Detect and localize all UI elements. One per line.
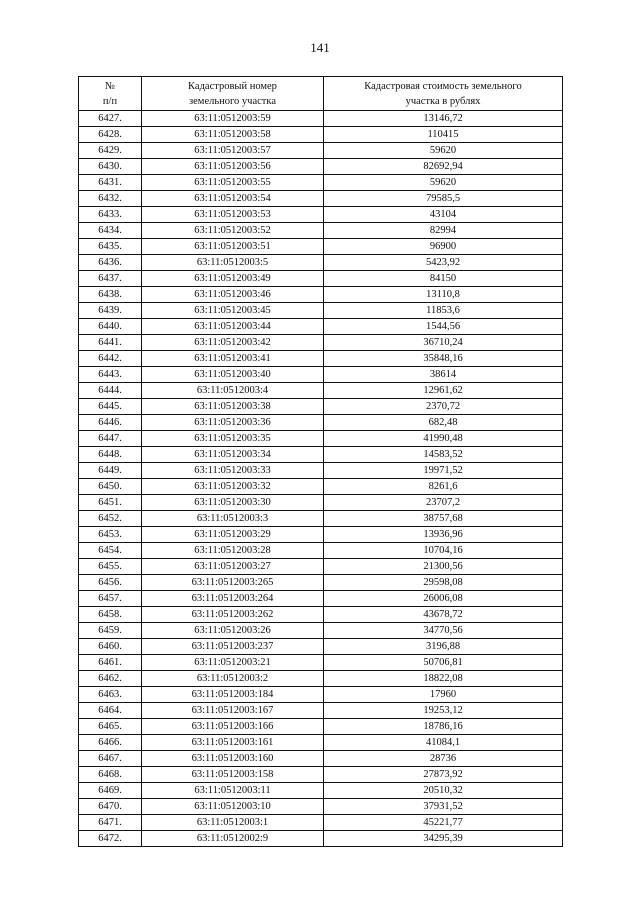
table-row [79,831,563,847]
row-number-cell: 6457. [79,591,142,607]
table-row [79,207,563,223]
cadastral-value-table [78,76,563,847]
cadastral-number-cell: 63:11:0512003:167 [142,703,324,719]
row-number-cell: 6456. [79,575,142,591]
cadastral-number-cell: 63:11:0512003:265 [142,575,324,591]
table-row [79,639,563,655]
row-number-cell: 6470. [79,799,142,815]
row-number-cell: 6435. [79,239,142,255]
cadastral-number-cell: 63:11:0512003:52 [142,223,324,239]
cadastral-value-cell: 43104 [324,207,563,223]
cadastral-number-cell: 63:11:0512003:35 [142,431,324,447]
table-row [79,719,563,735]
row-number-cell: 6444. [79,383,142,399]
cadastral-number-cell: 63:11:0512003:237 [142,639,324,655]
cadastral-number-cell: 63:11:0512003:2 [142,671,324,687]
cadastral-number-cell: 63:11:0512003:55 [142,175,324,191]
row-number-cell: 6465. [79,719,142,735]
cadastral-value-cell: 13146,72 [324,111,563,127]
cadastral-number-cell: 63:11:0512003:4 [142,383,324,399]
row-number-cell: 6468. [79,767,142,783]
table-row [79,415,563,431]
header-line: Кадастровый номер [188,80,277,92]
row-number-cell: 6433. [79,207,142,223]
table-row [79,271,563,287]
table-row [79,431,563,447]
cadastral-value-cell: 84150 [324,271,563,287]
table-header [79,77,563,111]
cadastral-value-cell: 12961,62 [324,383,563,399]
cadastral-value-cell: 682,48 [324,415,563,431]
row-number-cell: 6472. [79,831,142,847]
row-number-cell: 6455. [79,559,142,575]
cadastral-number-cell: 63:11:0512003:44 [142,319,324,335]
cadastral-number-cell: 63:11:0512003:53 [142,207,324,223]
cadastral-value-cell: 21300,56 [324,559,563,575]
cadastral-number-cell: 63:11:0512003:56 [142,159,324,175]
table-row [79,687,563,703]
table-row [79,575,563,591]
cadastral-value-cell: 17960 [324,687,563,703]
cadastral-number-cell: 63:11:0512003:40 [142,367,324,383]
header-line: № [104,80,116,92]
cadastral-value-cell: 38757,68 [324,511,563,527]
cadastral-number-cell: 63:11:0512003:34 [142,447,324,463]
table-row [79,479,563,495]
table-row [79,287,563,303]
row-number-cell: 6451. [79,495,142,511]
row-number-cell: 6440. [79,319,142,335]
cadastral-number-cell: 63:11:0512003:28 [142,543,324,559]
cadastral-number-cell: 63:11:0512003:10 [142,799,324,815]
row-number-cell: 6432. [79,191,142,207]
cadastral-value-cell: 36710,24 [324,335,563,351]
table-row [79,111,563,127]
cadastral-number-cell: 63:11:0512003:33 [142,463,324,479]
row-number-cell: 6461. [79,655,142,671]
cadastral-number-cell: 63:11:0512003:46 [142,287,324,303]
cadastral-number-cell: 63:11:0512003:36 [142,415,324,431]
cadastral-number-cell: 63:11:0512003:11 [142,783,324,799]
row-number-cell: 6469. [79,783,142,799]
cadastral-value-cell: 27873,92 [324,767,563,783]
cadastral-value-cell: 13936,96 [324,527,563,543]
cadastral-number-cell: 63:11:0512003:184 [142,687,324,703]
cadastral-number-cell: 63:11:0512003:30 [142,495,324,511]
table-row [79,175,563,191]
row-number-cell: 6437. [79,271,142,287]
row-number-cell: 6434. [79,223,142,239]
row-number-cell: 6463. [79,687,142,703]
cadastral-number-cell: 63:11:0512003:161 [142,735,324,751]
table-row [79,623,563,639]
cadastral-value-cell: 38614 [324,367,563,383]
cadastral-value-cell: 50706,81 [324,655,563,671]
cadastral-value-cell: 96900 [324,239,563,255]
row-number-cell: 6462. [79,671,142,687]
cadastral-value-cell: 18786,16 [324,719,563,735]
table-row [79,191,563,207]
cadastral-number-cell: 63:11:0512003:58 [142,127,324,143]
row-number-cell: 6443. [79,367,142,383]
cadastral-number-cell: 63:11:0512003:3 [142,511,324,527]
row-number-cell: 6447. [79,431,142,447]
row-number-cell: 6442. [79,351,142,367]
cadastral-value-cell: 79585,5 [324,191,563,207]
cadastral-value-cell: 41084,1 [324,735,563,751]
table-row [79,751,563,767]
cadastral-number-cell: 63:11:0512003:45 [142,303,324,319]
cadastral-value-cell: 26006,08 [324,591,563,607]
row-number-cell: 6452. [79,511,142,527]
table-row [79,767,563,783]
row-number-cell: 6466. [79,735,142,751]
cadastral-number-cell: 63:11:0512003:27 [142,559,324,575]
cadastral-number-cell: 63:11:0512003:21 [142,655,324,671]
header-line: участка в рублях [405,95,481,107]
row-number-cell: 6431. [79,175,142,191]
row-number-cell: 6464. [79,703,142,719]
cadastral-value-cell: 1544,56 [324,319,563,335]
row-number-cell: 6441. [79,335,142,351]
row-number-cell: 6459. [79,623,142,639]
row-number-cell: 6439. [79,303,142,319]
header-line: п/п [102,95,118,107]
cadastral-number-cell: 63:11:0512003:26 [142,623,324,639]
table-row [79,367,563,383]
table-row [79,703,563,719]
table-row [79,655,563,671]
table-row [79,543,563,559]
row-number-cell: 6438. [79,287,142,303]
table-row [79,495,563,511]
table-row [79,591,563,607]
table-row [79,239,563,255]
cadastral-number-cell: 63:11:0512003:29 [142,527,324,543]
table-row [79,671,563,687]
cadastral-value-cell: 41990,48 [324,431,563,447]
table-row [79,319,563,335]
table-row [79,383,563,399]
cadastral-number-cell: 63:11:0512003:158 [142,767,324,783]
table-row [79,511,563,527]
cadastral-value-cell: 19971,52 [324,463,563,479]
cadastral-value-cell: 45221,77 [324,815,563,831]
cadastral-number-cell: 63:11:0512003:57 [142,143,324,159]
row-number-cell: 6453. [79,527,142,543]
row-number-cell: 6460. [79,639,142,655]
table-row [79,351,563,367]
cadastral-value-cell: 34295,39 [324,831,563,847]
table-row [79,159,563,175]
cadastral-value-cell: 14583,52 [324,447,563,463]
page-number: 141 [310,40,330,55]
table-row [79,815,563,831]
row-number-cell: 6436. [79,255,142,271]
cadastral-value-cell: 82994 [324,223,563,239]
table-row [79,399,563,415]
header-line: Кадастровая стоимость земельного [364,80,522,92]
cadastral-number-cell: 63:11:0512003:59 [142,111,324,127]
cadastral-value-cell: 3196,88 [324,639,563,655]
cadastral-number-cell: 63:11:0512003:38 [142,399,324,415]
cadastral-value-cell: 2370,72 [324,399,563,415]
header-row-number [79,77,142,111]
cadastral-number-cell: 63:11:0512003:264 [142,591,324,607]
table-row [79,735,563,751]
cadastral-number-cell: 63:11:0512003:262 [142,607,324,623]
row-number-cell: 6458. [79,607,142,623]
row-number-cell: 6446. [79,415,142,431]
cadastral-value-cell: 29598,08 [324,575,563,591]
cadastral-value-cell: 10704,16 [324,543,563,559]
cadastral-number-cell: 63:11:0512003:42 [142,335,324,351]
row-number-cell: 6467. [79,751,142,767]
cadastral-value-cell: 20510,32 [324,783,563,799]
table-row [79,303,563,319]
header-cadastral-number [142,77,324,111]
cadastral-number-cell: 63:11:0512003:51 [142,239,324,255]
row-number-cell: 6428. [79,127,142,143]
table-row [79,223,563,239]
table-row [79,143,563,159]
table-row [79,799,563,815]
row-number-cell: 6448. [79,447,142,463]
cadastral-number-cell: 63:11:0512003:166 [142,719,324,735]
row-number-cell: 6445. [79,399,142,415]
table-row [79,783,563,799]
cadastral-value-cell: 110415 [324,127,563,143]
table-row [79,335,563,351]
cadastral-number-cell: 63:11:0512003:49 [142,271,324,287]
header-line: земельного участка [189,95,276,107]
header-row [79,77,563,111]
cadastral-value-cell: 34770,56 [324,623,563,639]
cadastral-value-cell: 11853,6 [324,303,563,319]
cadastral-value-cell: 19253,12 [324,703,563,719]
row-number-cell: 6427. [79,111,142,127]
cadastral-value-cell: 5423,92 [324,255,563,271]
table-row [79,447,563,463]
cadastral-value-cell: 59620 [324,143,563,159]
row-number-cell: 6471. [79,815,142,831]
cadastral-number-cell: 63:11:0512002:9 [142,831,324,847]
table-row [79,607,563,623]
row-number-cell: 6429. [79,143,142,159]
cadastral-number-cell: 63:11:0512003:1 [142,815,324,831]
cadastral-value-cell: 8261,6 [324,479,563,495]
row-number-cell: 6454. [79,543,142,559]
cadastral-value-cell: 23707,2 [324,495,563,511]
table-row [79,527,563,543]
cadastral-number-cell: 63:11:0512003:54 [142,191,324,207]
table-row [79,463,563,479]
cadastral-value-cell: 59620 [324,175,563,191]
row-number-cell: 6450. [79,479,142,495]
cadastral-value-cell: 82692,94 [324,159,563,175]
cadastral-number-cell: 63:11:0512003:41 [142,351,324,367]
header-cadastral-value [324,77,563,111]
cadastral-number-cell: 63:11:0512003:5 [142,255,324,271]
table-row [79,255,563,271]
cadastral-value-cell: 18822,08 [324,671,563,687]
cadastral-value-cell: 37931,52 [324,799,563,815]
cadastral-number-cell: 63:11:0512003:160 [142,751,324,767]
row-number-cell: 6430. [79,159,142,175]
cadastral-value-cell: 28736 [324,751,563,767]
row-number-cell: 6449. [79,463,142,479]
table-body [79,111,563,847]
cadastral-value-cell: 13110,8 [324,287,563,303]
table-row [79,127,563,143]
cadastral-value-cell: 35848,16 [324,351,563,367]
cadastral-value-cell: 43678,72 [324,607,563,623]
cadastral-number-cell: 63:11:0512003:32 [142,479,324,495]
table-row [79,559,563,575]
